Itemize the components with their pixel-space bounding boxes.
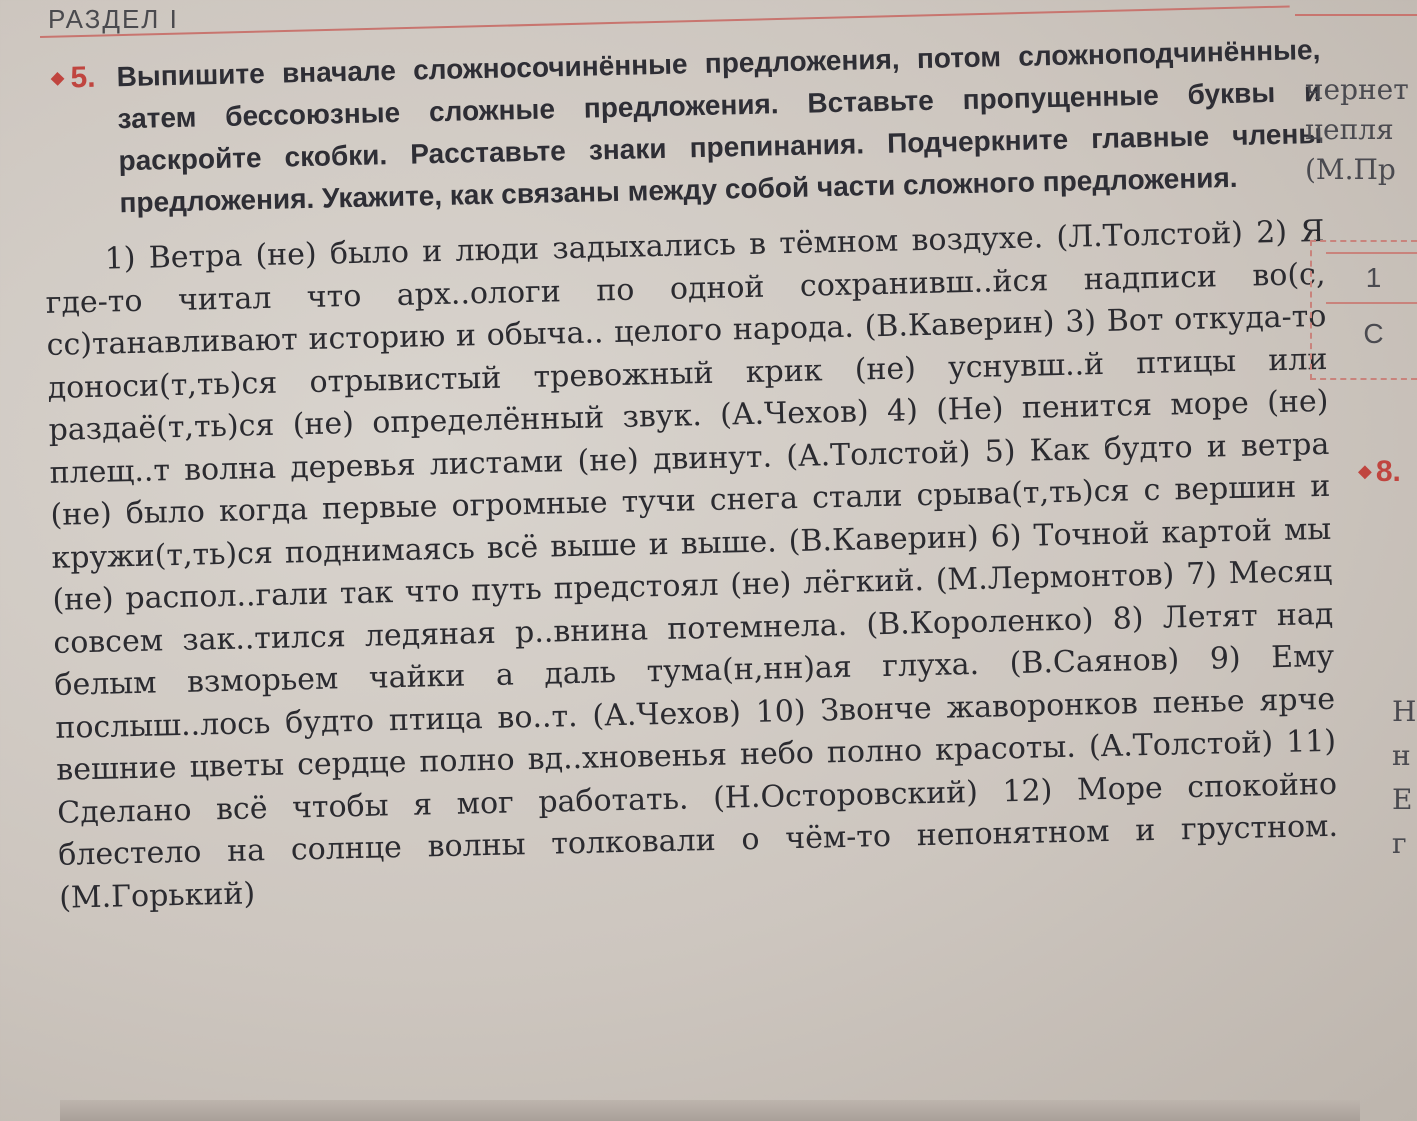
diamond-icon: ◆ (50, 67, 65, 88)
adjacent-page-text (1305, 70, 1417, 190)
adjacent-edge-letters (1392, 690, 1417, 866)
adjacent-line: (М.Пр (1305, 153, 1396, 186)
adjacent-table-cell: 1 (1326, 252, 1417, 294)
task-number-label: 5. (70, 60, 96, 95)
header-divider-right (1295, 14, 1417, 16)
diamond-icon: ◆ (1358, 461, 1372, 481)
adjacent-table-cell: С (1326, 302, 1417, 350)
task-5 (40, 21, 1324, 226)
exercise-sentences (44, 211, 1339, 920)
adjacent-line: цепля (1305, 113, 1394, 146)
edge-letter: Н (1392, 695, 1417, 728)
edge-letter: н (1392, 739, 1411, 772)
adjacent-table (1310, 240, 1417, 380)
edge-letter: Е (1392, 783, 1413, 816)
next-task-marker (1358, 455, 1401, 489)
page-content (40, 21, 1339, 920)
edge-letter: г (1392, 827, 1407, 860)
adjacent-line: чернет (1305, 73, 1409, 106)
task-instruction: Выпишите вначале сложносочинённые предложения, потом сложноподчинённые, затем бессоюзные сложные предложения. Вставьте пропущенные буквы и раскройте скобки. Расставьте знаки препинания. Подчеркните главные члены предложения. Укажите, как связаны между собой части сложного предложения. (116, 33, 1323, 219)
task-number (50, 61, 96, 96)
sentences-paragraph: 1) Ветра (не) было и люди задыхались в тёмном воздухе. (Л.Толстой) 2) Я где-то читал что арх..ологи по одной сохранивш..йся надписи во(с, сс)танавливают историю и обыча.. целого народа. (В.Каверин) 3) Вот откуда-то доноси(т,ть)ся отрывистый тревожный крик (не) уснувш..й птицы или раздаё(т,ть)ся (не) определённый звук. (А.Чехов) 4) (Не) пенится море (не) плещ..т волна деревья листами (не) двинут. (А.Толстой) 5) Как будто и ветра (не) было когда первые огромные тучи снега стали срыва(т,ть)ся с вершин и кружи(т,ть)ся поднимаясь всё выше и выше. (В.Каверин) 6) Точной картой мы (не) распол..гали так что путь предстоял (не) лёгкий. (М.Лермонтов) 7) Месяц совсем зак..тился ледяная р..внина потемнела. (В.Короленко) 8) Летят над белым взморьем чайки а даль тума(н,нн)ая глуха. (В.Саянов) 9) Ему послыш..лось будто птица во..т. (А.Чехов) 10) Звонче жаворонков пенье ярче вешние цветы сердце полно вд..хновенья небо полно красоты. (А.Толстой) 11) Сделано всё чтобы я мог работать. (Н.Осторовский) 12) Море спокойно блестело на солнце волны толковали о чём-то непонятном и грустном. (М.Горький) (45, 213, 1339, 916)
section-header: РАЗДЕЛ I (48, 4, 179, 34)
next-task-number: 8. (1375, 455, 1401, 488)
page-bottom-edge (60, 1100, 1360, 1121)
